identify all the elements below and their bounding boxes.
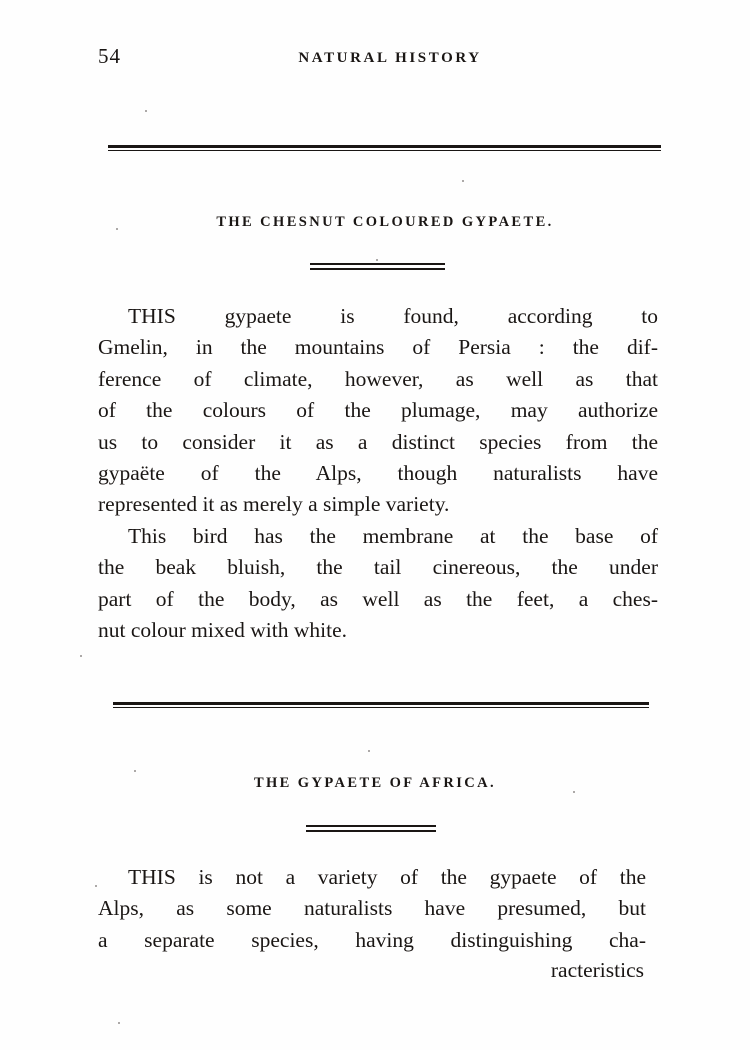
page-number: 54 [98,44,121,68]
section-body [98,862,646,956]
section-separator-rule [113,702,649,708]
text-line: Alps, as some naturalists have presumed, but [98,896,646,921]
paper-speck [95,885,97,887]
text-line: This bird has the membrane at the base of [128,523,658,548]
text-line: ference of climate, however, as well as that [98,366,658,391]
paragraph [98,301,658,521]
running-head: NATURAL HISTORY [298,50,482,66]
text-line: us to consider it as a distinct species from the [98,429,658,454]
catchword: racteristics [550,958,644,982]
title-rule [310,263,445,273]
text-line: a separate species, having distinguishing cha- [98,927,646,952]
paper-speck [134,770,136,772]
text-line: the beak bluish, the tail cinereous, the under [98,555,658,580]
title-rule [306,825,436,835]
paper-speck [118,1022,120,1024]
text-line: Gmelin, in the mountains of Persia : the dif- [98,335,658,360]
text-line: nut colour mixed with white. [98,618,348,643]
text-line: THIS gypaete is found, according to [128,304,658,328]
text-line: represented it as merely a simple variety. [98,492,450,517]
section-title: THE GYPAETE OF AFRICA. [253,775,497,791]
section-body [98,301,658,646]
text-line: of the colours of the plumage, may authorize [98,398,658,423]
text-line: gypaëte of the Alps, though naturalists have [98,461,658,486]
section-title: THE CHESNUT COLOURED GYPAETE. [216,214,554,230]
paper-speck [376,259,378,261]
paper-speck [116,228,118,230]
text-line: THIS is not a variety of the gypaete of the [128,865,646,889]
text-line: part of the body, as well as the feet, a ches- [98,586,658,611]
paragraph [98,862,646,956]
paper-speck [573,791,575,793]
paper-speck [462,180,464,182]
paragraph [98,521,658,647]
paper-speck [368,750,370,752]
paper-speck [145,110,147,112]
paper-speck [80,655,82,657]
header-rule [108,145,661,151]
